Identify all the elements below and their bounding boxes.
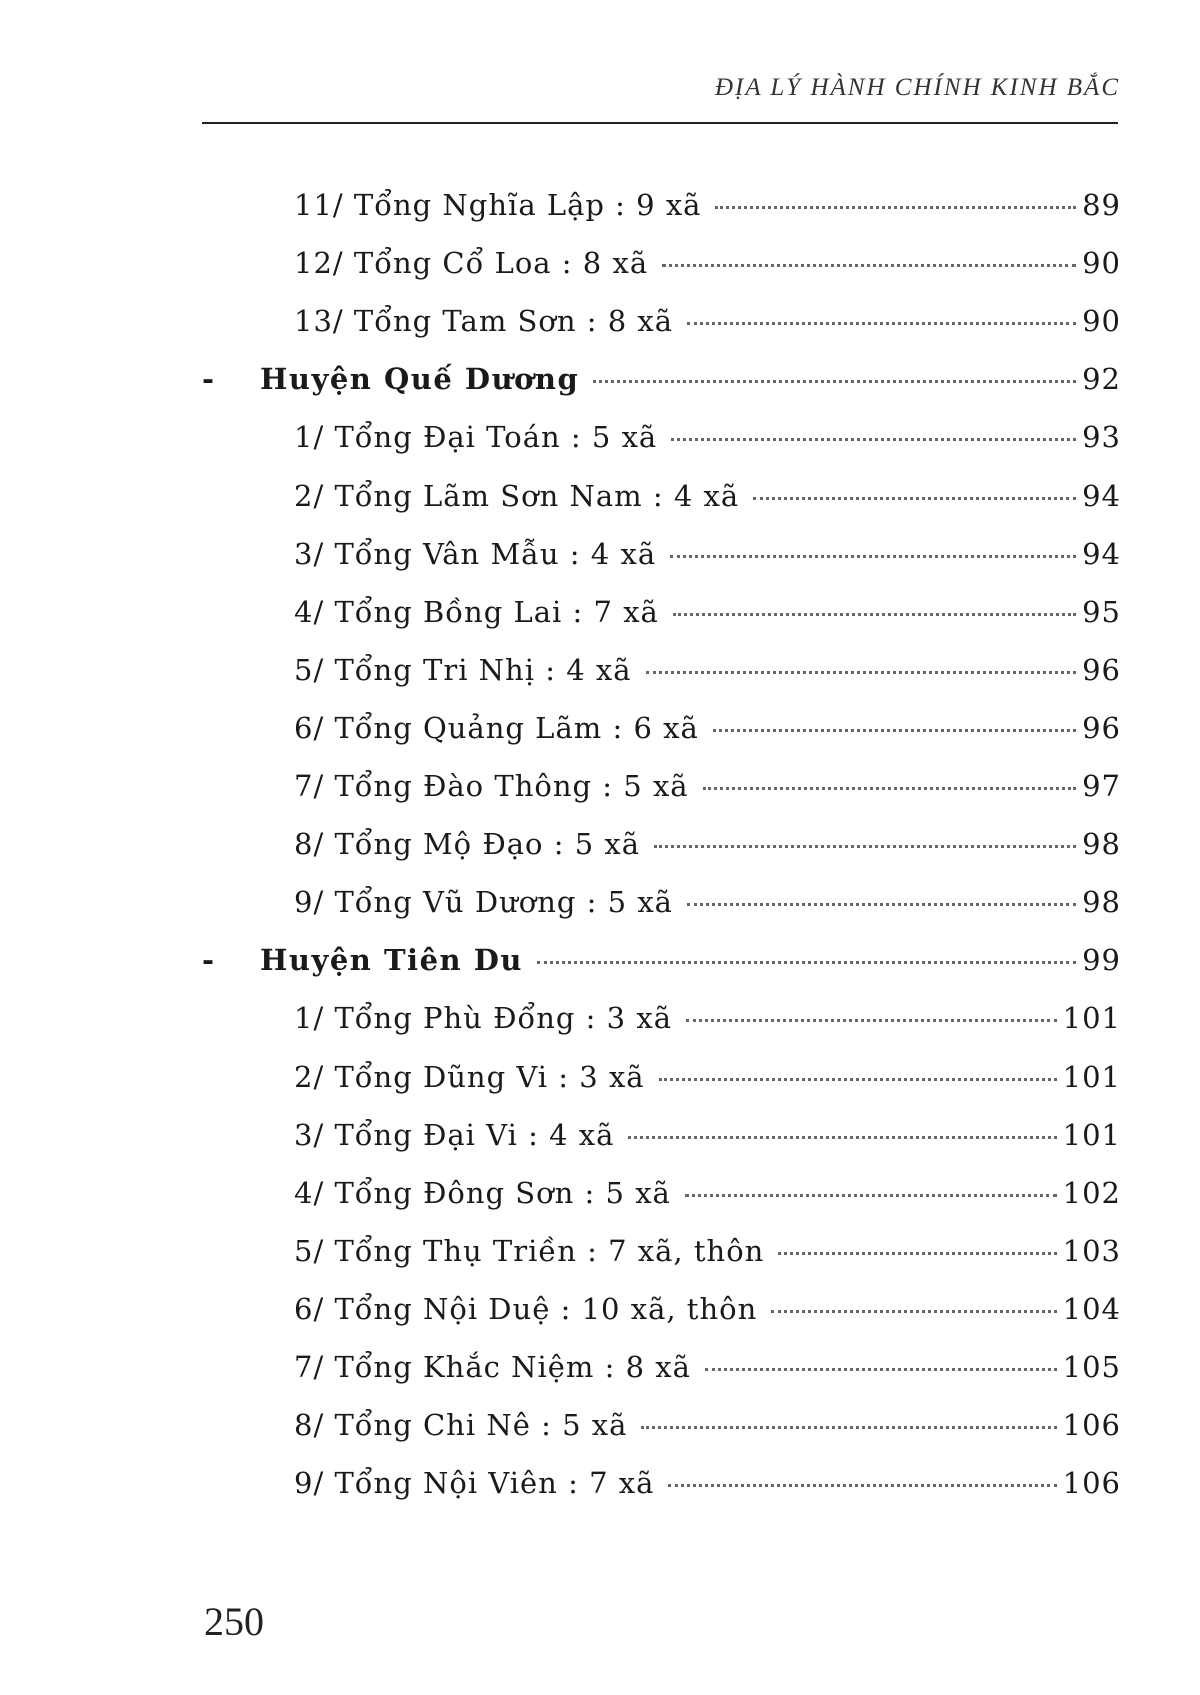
dot-leader — [628, 1136, 1056, 1139]
toc-page-number: 103 — [1062, 1234, 1121, 1268]
toc-entry-label: 1/ Tổng Đại Toán : 5 xã — [294, 420, 658, 454]
dot-leader — [753, 497, 1076, 500]
toc-entry — [294, 1466, 1121, 1506]
toc-entry — [294, 1234, 1121, 1274]
toc-entry — [294, 1408, 1121, 1448]
dot-leader — [662, 264, 1076, 267]
toc-section — [202, 943, 1121, 983]
toc-section-label: Huyện Quế Dương — [260, 362, 580, 396]
toc-entry — [294, 1001, 1121, 1041]
dot-leader — [705, 1368, 1057, 1371]
toc-page-number: 95 — [1082, 595, 1121, 629]
toc-entry — [294, 304, 1121, 344]
toc-page-number: 98 — [1082, 885, 1121, 919]
toc-entry-label: 4/ Tổng Đông Sơn : 5 xã — [294, 1176, 671, 1210]
toc-page-number: 90 — [1082, 304, 1121, 338]
toc-entry — [294, 1060, 1121, 1100]
toc-page-number: 97 — [1082, 769, 1121, 803]
toc-page-number: 101 — [1062, 1118, 1121, 1152]
toc-section-dash: - — [202, 943, 216, 977]
dot-leader — [715, 206, 1076, 209]
toc-page-number: 96 — [1082, 653, 1121, 687]
toc-page-number: 94 — [1082, 479, 1121, 513]
toc-entry — [294, 246, 1121, 286]
toc-entry-label: 11/ Tổng Nghĩa Lập : 9 xã — [294, 188, 702, 222]
dot-leader — [687, 322, 1076, 325]
dot-leader — [654, 845, 1076, 848]
dot-leader — [668, 1484, 1056, 1487]
page-number: 250 — [204, 1599, 264, 1644]
toc-page-number: 106 — [1062, 1408, 1121, 1442]
toc-entry-label: 5/ Tổng Tri Nhị : 4 xã — [294, 653, 632, 687]
toc-entry-label: 8/ Tổng Mộ Đạo : 5 xã — [294, 827, 641, 861]
toc-section-dash: - — [202, 362, 216, 396]
dot-leader — [771, 1310, 1056, 1313]
dot-leader — [671, 438, 1076, 441]
dot-leader — [646, 671, 1077, 674]
toc-page-number: 101 — [1062, 1060, 1121, 1094]
toc-entry-label: 12/ Tổng Cổ Loa : 8 xã — [294, 246, 649, 280]
toc-entry — [294, 595, 1121, 635]
toc-entry — [294, 188, 1121, 228]
toc-entry-label: 9/ Tổng Vũ Dương : 5 xã — [294, 885, 673, 919]
toc-entry — [294, 537, 1121, 577]
toc-page-number: 104 — [1062, 1292, 1121, 1326]
toc-page-number: 90 — [1082, 246, 1121, 280]
dot-leader — [703, 787, 1076, 790]
toc-page-number: 92 — [1082, 362, 1121, 396]
running-header: ĐỊA LÝ HÀNH CHÍNH KINH BẮC — [714, 74, 1120, 101]
toc-page-number: 94 — [1082, 537, 1121, 571]
toc-page-number: 93 — [1082, 420, 1121, 454]
toc-entry-label: 2/ Tổng Lãm Sơn Nam : 4 xã — [294, 479, 740, 513]
dot-leader — [641, 1426, 1056, 1429]
toc-entry-label: 5/ Tổng Thụ Triền : 7 xã, thôn — [294, 1234, 765, 1268]
toc-entry — [294, 1176, 1121, 1216]
dot-leader — [593, 380, 1076, 383]
toc-entry-label: 6/ Tổng Nội Duệ : 10 xã, thôn — [294, 1292, 758, 1326]
dot-leader — [670, 555, 1076, 558]
toc-section-label: Huyện Tiên Du — [260, 943, 523, 977]
toc-entry — [294, 1292, 1121, 1332]
dot-leader — [659, 1078, 1057, 1081]
dot-leader — [673, 613, 1076, 616]
dot-leader — [713, 729, 1076, 732]
dot-leader — [537, 961, 1076, 964]
toc-entry-label: 7/ Tổng Đào Thông : 5 xã — [294, 769, 689, 803]
toc-entry-label: 6/ Tổng Quảng Lãm : 6 xã — [294, 711, 699, 745]
toc-page-number: 106 — [1062, 1466, 1121, 1500]
dot-leader — [685, 1194, 1057, 1197]
toc-entry — [294, 420, 1121, 460]
dot-leader — [687, 903, 1076, 906]
toc-page-number: 105 — [1062, 1350, 1121, 1384]
toc-entry — [294, 885, 1121, 925]
toc-page-number: 99 — [1082, 943, 1121, 977]
toc-entry-label: 7/ Tổng Khắc Niệm : 8 xã — [294, 1350, 691, 1384]
toc-entry-label: 9/ Tổng Nội Viên : 7 xã — [294, 1466, 655, 1500]
toc-entry-label: 8/ Tổng Chi Nê : 5 xã — [294, 1408, 628, 1442]
toc-page-number: 102 — [1062, 1176, 1121, 1210]
toc-entry — [294, 769, 1121, 809]
toc-entry — [294, 827, 1121, 867]
toc-section — [202, 362, 1121, 402]
toc-entry — [294, 1350, 1121, 1390]
toc-entry-label: 2/ Tổng Dũng Vi : 3 xã — [294, 1060, 645, 1094]
toc-entry-label: 1/ Tổng Phù Đổng : 3 xã — [294, 1001, 672, 1035]
toc-page-number: 98 — [1082, 827, 1121, 861]
toc-entry-label: 3/ Tổng Vân Mẫu : 4 xã — [294, 537, 657, 571]
toc-entry-label: 4/ Tổng Bồng Lai : 7 xã — [294, 595, 659, 629]
toc-page-number: 101 — [1062, 1001, 1121, 1035]
toc-entry — [294, 711, 1121, 751]
toc-entry-label: 13/ Tổng Tam Sơn : 8 xã — [294, 304, 674, 338]
toc-page-number: 96 — [1082, 711, 1121, 745]
toc-entry-label: 3/ Tổng Đại Vi : 4 xã — [294, 1118, 615, 1152]
toc-entry — [294, 479, 1121, 519]
toc-page-number: 89 — [1082, 188, 1121, 222]
dot-leader — [778, 1252, 1056, 1255]
dot-leader — [686, 1019, 1057, 1022]
toc-entry — [294, 1118, 1121, 1158]
toc-entry — [294, 653, 1121, 693]
header-rule — [202, 122, 1118, 124]
